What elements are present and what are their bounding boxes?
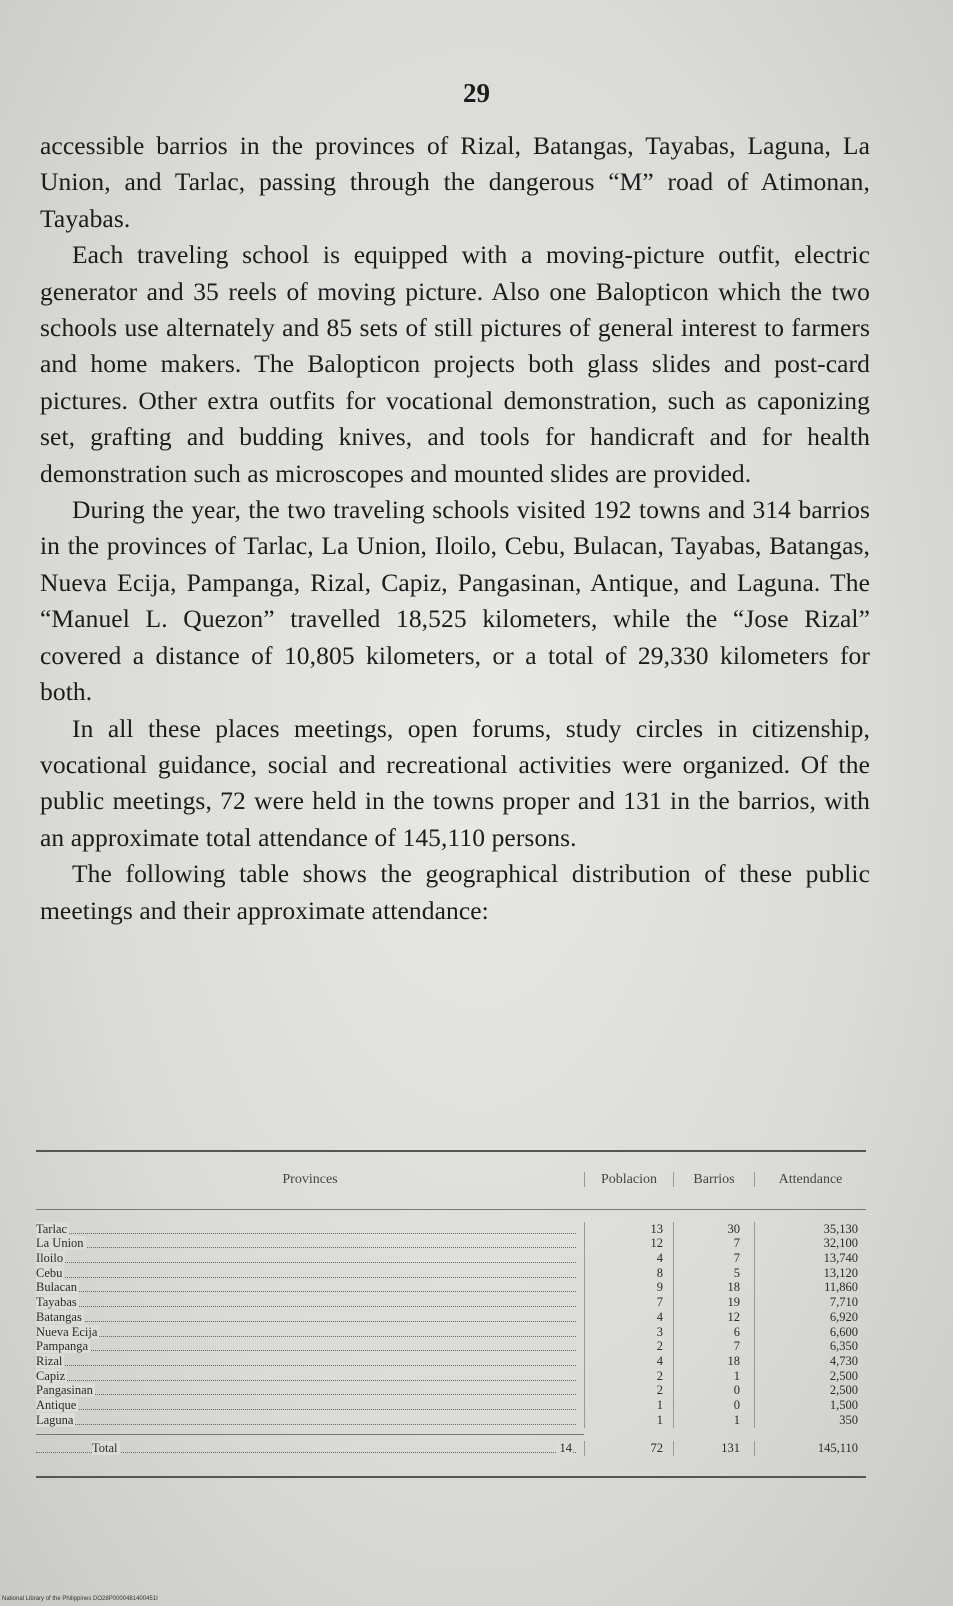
poblacion-cell: 12 <box>584 1236 674 1251</box>
poblacion-cell: 13 <box>584 1222 674 1237</box>
total-attendance: 145,110 <box>754 1441 866 1456</box>
attendance-cell: 4,730 <box>754 1354 866 1369</box>
footer-credit: National Library of the Philippines DO28P0000481400451I <box>2 1596 158 1602</box>
province-cell <box>36 1222 584 1237</box>
body-text <box>40 128 870 929</box>
table-row <box>36 1222 866 1237</box>
barrios-cell: 6 <box>733 1324 740 1339</box>
attendance-cell: 2,500 <box>754 1369 866 1384</box>
table-row <box>36 1281 866 1296</box>
attendance-cell: 35,130 <box>754 1222 866 1237</box>
barrios-cell: 0 <box>733 1383 740 1398</box>
barrios-cell: 0 <box>733 1397 740 1412</box>
poblacion-cell: 1 <box>584 1398 674 1413</box>
barrios-cell: 19 <box>727 1295 740 1310</box>
province-cell <box>36 1339 584 1354</box>
barrios-cell: 7 <box>733 1339 740 1354</box>
attendance-cell: 2,500 <box>754 1383 866 1398</box>
poblacion-cell: 9 <box>584 1280 674 1295</box>
barrios-cell: 30 <box>727 1221 740 1236</box>
province-cell <box>36 1251 584 1266</box>
poblacion-cell: 4 <box>584 1251 674 1266</box>
attendance-cell: 7,710 <box>754 1295 866 1310</box>
barrios-cell: 1 <box>733 1412 740 1427</box>
header-poblacion: Poblacion <box>584 1172 674 1187</box>
barrios-cell: 18 <box>727 1280 740 1295</box>
poblacion-cell: 4 <box>584 1310 674 1325</box>
province-name: Iloilo <box>36 1251 64 1266</box>
header-attendance: Attendance <box>754 1172 866 1187</box>
attendance-cell: 6,600 <box>754 1325 866 1340</box>
poblacion-cell: 2 <box>584 1383 674 1398</box>
header-barrios: Barrios <box>693 1172 735 1187</box>
table-row <box>36 1325 866 1340</box>
poblacion-cell: 3 <box>584 1325 674 1340</box>
poblacion-cell: 1 <box>584 1413 674 1428</box>
total-label: Total <box>92 1440 118 1455</box>
paragraph: In all these places meetings, open forums, study circles in citizenship, vocational guidance, social and recreational activities were organized. Of the public meetings, 72 were held in the towns proper and 131 in the barrios, with an approximate total attendance of 145,110 persons. <box>40 713 870 852</box>
province-cell <box>36 1236 584 1251</box>
province-cell <box>36 1398 584 1413</box>
total-count: 14 <box>556 1441 573 1456</box>
paragraph: During the year, the two traveling schools visited 192 towns and 314 barrios in the provinces of Tarlac, La Union, Iloilo, Cebu, Bulacan, Tayabas, Batangas, Nueva Ecija, Pampanga, Rizal, Capiz, Pangasinan, Antique, and Laguna. The “Manuel L. Quezon” travelled 18,525 kilometers, while the “Jose Rizal” covered a distance of 10,805 kilometers, or a total of 29,330 kilometers for both. <box>40 495 870 707</box>
barrios-cell: 12 <box>727 1309 740 1324</box>
barrios-cell: 5 <box>733 1265 740 1280</box>
header-provinces: Provinces <box>282 1172 338 1187</box>
province-name: Antique <box>36 1397 77 1412</box>
attendance-table <box>36 1150 866 1478</box>
province-name: Tarlac <box>36 1221 68 1236</box>
province-cell <box>36 1266 584 1281</box>
table-row <box>36 1237 866 1252</box>
province-name: Cebu <box>36 1265 63 1280</box>
barrios-cell: 7 <box>733 1251 740 1266</box>
province-name: Pangasinan <box>36 1383 93 1398</box>
attendance-cell: 13,120 <box>754 1266 866 1281</box>
province-cell <box>36 1369 584 1384</box>
province-cell <box>36 1310 584 1325</box>
table-row <box>36 1340 866 1355</box>
paragraph: Each traveling school is equipped with a moving-picture outfit, electric generator and 35 reels of moving picture. Also one Balopticon which the two schools use alternately and 85 sets of still pictures of general interest to farmers and home makers. The Balopticon projects both glass slides and post-card pictures. Other extra outfits for vocational demonstration, such as caponizing set, grafting and budding knives, and tools for handicraft and for health demonstration such as microscopes and mounted slides are provided. <box>40 240 870 488</box>
province-cell <box>36 1413 584 1428</box>
attendance-cell: 13,740 <box>754 1251 866 1266</box>
attendance-cell: 6,920 <box>754 1310 866 1325</box>
table-row <box>36 1310 866 1325</box>
table-header-rule <box>36 1209 866 1210</box>
province-cell <box>36 1325 584 1340</box>
attendance-cell: 11,860 <box>754 1280 866 1295</box>
table-row <box>36 1398 866 1413</box>
table-row <box>36 1266 866 1281</box>
table-row <box>36 1369 866 1384</box>
province-name: Tayabas <box>36 1295 77 1310</box>
table-body <box>36 1222 866 1428</box>
table-bottom-rule <box>36 1476 866 1478</box>
table-top-rule <box>36 1150 866 1152</box>
province-name: Capiz <box>36 1368 66 1383</box>
page-number: 29 <box>463 78 490 108</box>
total-barrios: 131 <box>721 1440 740 1455</box>
poblacion-cell: 2 <box>584 1339 674 1354</box>
table-row <box>36 1295 866 1310</box>
province-name: Rizal <box>36 1353 63 1368</box>
province-cell <box>36 1383 584 1398</box>
province-cell <box>36 1280 584 1295</box>
barrios-cell: 18 <box>727 1353 740 1368</box>
poblacion-cell: 2 <box>584 1369 674 1384</box>
barrios-cell: 1 <box>733 1368 740 1383</box>
table-row <box>36 1384 866 1399</box>
total-cell <box>36 1441 584 1456</box>
attendance-cell: 1,500 <box>754 1398 866 1413</box>
province-cell <box>36 1295 584 1310</box>
poblacion-cell: 8 <box>584 1266 674 1281</box>
province-name: Batangas <box>36 1309 82 1324</box>
province-cell <box>36 1354 584 1369</box>
paragraph: The following table shows the geographical distribution of these public meetings and their approximate attendance: <box>40 859 870 925</box>
table-total-row <box>36 1435 866 1456</box>
province-name: Bulacan <box>36 1280 77 1295</box>
total-poblacion: 72 <box>584 1441 674 1456</box>
table-row <box>36 1413 866 1428</box>
table-row <box>36 1251 866 1266</box>
table-row <box>36 1354 866 1369</box>
attendance-cell: 350 <box>754 1413 866 1428</box>
barrios-cell: 7 <box>733 1236 740 1251</box>
poblacion-cell: 7 <box>584 1295 674 1310</box>
province-name: La Union <box>36 1236 84 1251</box>
attendance-cell: 32,100 <box>754 1236 866 1251</box>
paragraph: accessible barrios in the provinces of Rizal, Batangas, Tayabas, Laguna, La Union, and Tarlac, passing through the dangerous “M” road of Atimonan, Tayabas. <box>40 131 870 233</box>
poblacion-cell: 4 <box>584 1354 674 1369</box>
attendance-cell: 6,350 <box>754 1339 866 1354</box>
province-name: Laguna <box>36 1412 74 1427</box>
table-header-row <box>36 1160 866 1201</box>
province-name: Pampanga <box>36 1339 89 1354</box>
province-name: Nueva Ecija <box>36 1324 98 1339</box>
